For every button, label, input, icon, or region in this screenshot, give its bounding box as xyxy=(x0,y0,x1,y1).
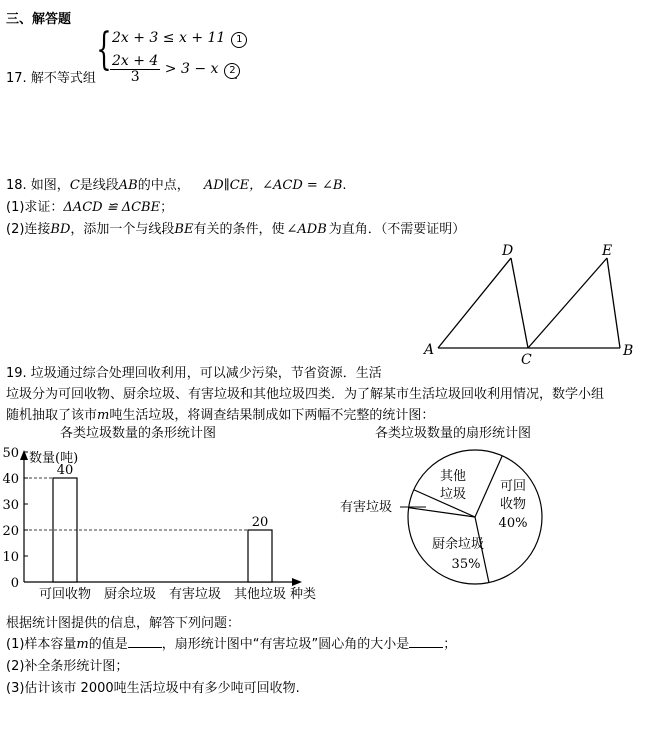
q18-stem-a: 18. 如图， xyxy=(6,178,70,193)
pie-label-recyclable-2: 收物 xyxy=(499,497,527,512)
y-axis-label: 数量(吨) xyxy=(29,451,79,466)
x-category-label: 可回收物 xyxy=(38,587,92,602)
q17-brace: { xyxy=(96,24,112,75)
pie-label-other-1: 其他 xyxy=(439,469,467,484)
q18-part2 xyxy=(6,218,465,237)
q18-part2-bd: BD xyxy=(50,222,71,237)
q18-part2-be: BE xyxy=(174,222,194,237)
q18-part2-mid: ，添加一个与线段 xyxy=(70,222,175,237)
bar-value-label: 40 xyxy=(56,463,74,478)
q17-frac-num: 2x + 4 xyxy=(112,53,159,69)
q19-part3: (3)估计该市 2000吨生活垃圾中有多少吨可回收物. xyxy=(6,681,300,696)
q18-stem-ab: AB xyxy=(118,178,138,193)
q19-p1-b: 的值是 xyxy=(88,637,128,652)
q18-part2-pre: (2)连接 xyxy=(6,222,51,237)
q19-line2: 垃圾分为可回收物、厨余垃圾、有害垃圾和其他垃圾四类．为了解某市生活垃圾回收利用情况，数学小组 xyxy=(6,387,605,402)
q19-instruction: 根据统计图提供的信息，解答下列问题： xyxy=(6,616,241,631)
y-tick-label: 30 xyxy=(2,498,19,513)
q17-ineq1-text: 2x + 3 ≤ x + 11 xyxy=(112,30,226,46)
q18-part1-end: ； xyxy=(160,200,174,215)
bar-value-label: 20 xyxy=(251,515,269,530)
q18-stem-c2: 的中点， xyxy=(137,178,190,193)
q18-stem xyxy=(6,174,347,193)
y-tick-label: 20 xyxy=(2,524,19,539)
bar-chart-title: 各类垃圾数量的条形统计图 xyxy=(60,426,217,441)
q18-part2-end: 为直角．（不需要证明） xyxy=(328,222,466,237)
q19-part1 xyxy=(6,633,456,652)
pie-chart-title: 各类垃圾数量的扇形统计图 xyxy=(375,426,532,441)
q17-text: 解不等式组 xyxy=(30,71,96,86)
q17-fraction xyxy=(110,54,160,84)
q17-ineq2-text: > 3 − x xyxy=(164,61,219,77)
q17-frac-den: 3 xyxy=(130,69,140,85)
q18-stem-c: C xyxy=(69,178,80,193)
q19-p1-m: m xyxy=(76,637,89,652)
q19-p1-end: ； xyxy=(443,637,457,652)
y-tick-label: 0 xyxy=(10,576,19,591)
segment-dc xyxy=(511,258,528,348)
answer-blank-1[interactable] xyxy=(128,647,162,648)
bar xyxy=(248,530,272,582)
geometry-figure xyxy=(420,238,650,368)
circled-2-icon: 2 xyxy=(224,63,240,79)
x-axis-arrow-icon xyxy=(292,578,302,586)
q18-part1-pre: (1)求证： xyxy=(6,200,64,215)
q18-stem-b: 是线段 xyxy=(79,178,119,193)
segment-ad xyxy=(438,258,511,348)
q18-condition: AD∥CE，∠ACD = ∠B xyxy=(203,178,343,193)
x-category-label: 有害垃圾 xyxy=(168,587,222,602)
x-category-label: 其他垃圾 xyxy=(233,587,287,602)
q17-period: . xyxy=(234,68,239,83)
pie-percent-kitchen: 35% xyxy=(451,557,481,572)
q18-part1 xyxy=(6,196,173,215)
label-e: E xyxy=(602,243,613,259)
q18-part1-math: ΔACD ≌ ΔCBE xyxy=(63,200,161,215)
label-b: B xyxy=(623,343,634,359)
q19-line3-m: m xyxy=(97,408,110,423)
y-tick-label: 10 xyxy=(2,550,19,565)
label-a: A xyxy=(424,342,435,358)
section-title: 三、解答题 xyxy=(6,12,72,27)
q17-inequality-2 xyxy=(110,54,240,84)
bar-chart xyxy=(0,420,330,610)
q18-stem-end: . xyxy=(342,178,347,193)
q17-inequality-1 xyxy=(112,30,247,48)
segment-eb xyxy=(607,258,620,348)
x-axis-label: 种类 xyxy=(290,587,317,602)
label-c: C xyxy=(521,352,532,368)
label-d: D xyxy=(502,243,514,259)
q19-line3-a: 随机抽取了该市 xyxy=(6,408,98,423)
answer-blank-2[interactable] xyxy=(409,647,443,648)
pie-label-hazardous: 有害垃圾 xyxy=(340,500,393,515)
q19-part2: (2)补全条形统计图； xyxy=(6,659,129,674)
pie-label-recyclable-1: 可回 xyxy=(499,479,527,494)
y-tick-label: 40 xyxy=(2,472,19,487)
q19-p1-a: (1)样本容量 xyxy=(6,637,77,652)
x-category-label: 厨余垃圾 xyxy=(103,587,157,602)
circled-1-icon: 1 xyxy=(231,32,247,48)
pie-chart xyxy=(330,420,650,590)
q17-number: 17. xyxy=(6,71,27,86)
q19-line3-b: 吨生活垃圾，将调查结果制成如下两幅不完整的统计图： xyxy=(109,408,435,423)
pie-label-other-2: 垃圾 xyxy=(439,487,467,502)
q18-part2-angle: ∠ADB xyxy=(286,222,327,237)
q17-prompt xyxy=(6,67,96,86)
segment-ce xyxy=(528,258,607,348)
q19-line1: 19. 垃圾通过综合处理回收利用，可以减少污染，节省资源．生活 xyxy=(6,366,382,381)
pie-label-kitchen: 厨余垃圾 xyxy=(431,537,485,552)
pie-percent-recyclable: 40% xyxy=(498,516,528,531)
q19-p1-c: ，扇形统计图中“有害垃圾”圆心角的大小是 xyxy=(161,637,410,652)
q18-part2-mid2: 有关的条件，使 xyxy=(193,222,285,237)
y-tick-label: 50 xyxy=(2,446,19,461)
